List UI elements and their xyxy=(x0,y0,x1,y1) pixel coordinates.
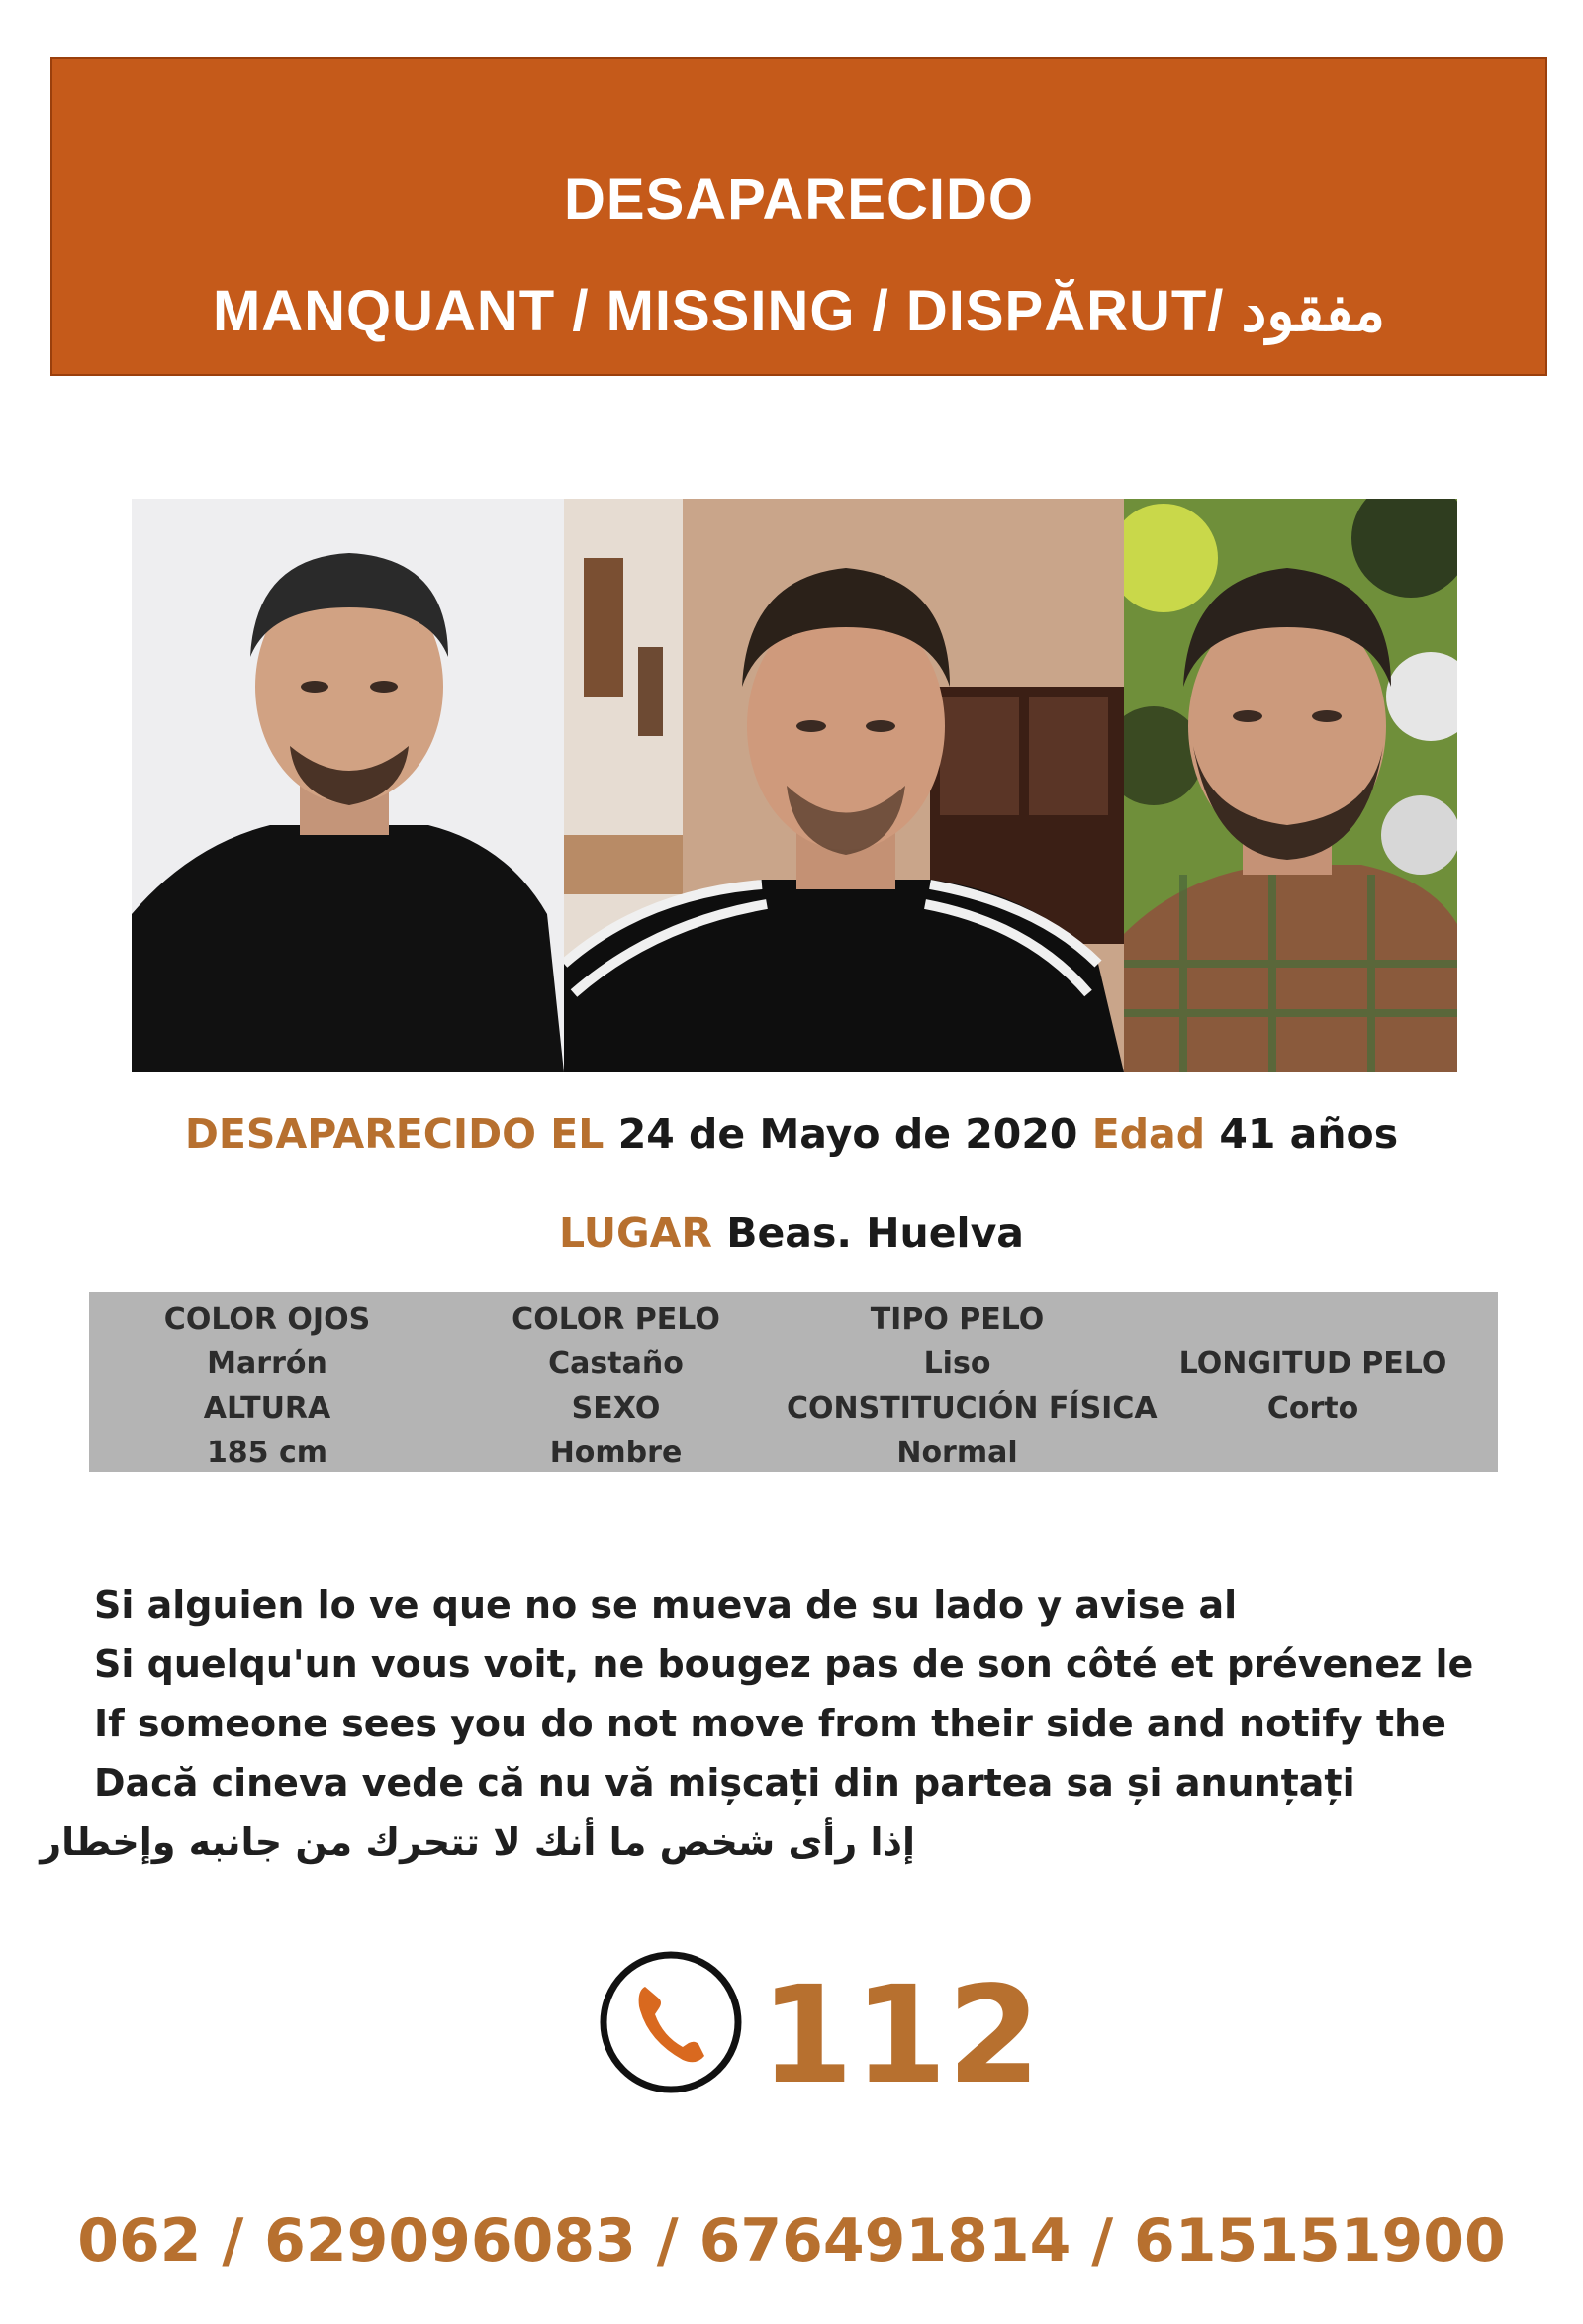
age-label: Edad xyxy=(1091,1110,1206,1158)
sex-value: Hombre xyxy=(549,1436,683,1470)
eye-color-label: COLOR OJOS xyxy=(163,1302,371,1337)
person-photo-3 xyxy=(1124,499,1457,1072)
hair-type-value: Liso xyxy=(923,1347,991,1381)
phone-icon xyxy=(598,1949,744,2095)
age-value: 41 años xyxy=(1219,1110,1399,1158)
person-photo-2 xyxy=(564,499,1124,1072)
hair-type-label: TIPO PELO xyxy=(870,1302,1045,1337)
photo-strip xyxy=(132,499,1457,1072)
eye-color-value: Marrón xyxy=(207,1347,327,1381)
build-value: Normal xyxy=(896,1436,1018,1470)
hair-length-value: Corto xyxy=(1266,1391,1359,1426)
hair-color-label: COLOR PELO xyxy=(512,1302,720,1337)
missing-date-line xyxy=(0,1110,1583,1158)
features-table xyxy=(89,1292,1498,1472)
message-fr: Si quelqu'un vous voit, ne bougez pas de son côté et prévenez le xyxy=(94,1642,1474,1686)
hair-length-label: LONGITUD PELO xyxy=(1178,1347,1447,1381)
place-line xyxy=(0,1209,1583,1256)
message-es: Si alguien lo ve que no se mueva de su lado y avise al xyxy=(94,1583,1238,1627)
missing-date-value: 24 de Mayo de 2020 xyxy=(617,1110,1078,1158)
height-label: ALTURA xyxy=(203,1391,331,1426)
height-value: 185 cm xyxy=(206,1436,328,1470)
message-ro: Dacă cineva vede că nu vă mișcați din partea sa și anunțați xyxy=(94,1761,1355,1805)
banner-title: DESAPARECIDO xyxy=(564,167,1034,232)
place-label: LUGAR xyxy=(559,1209,712,1256)
hair-color-value: Castaño xyxy=(548,1347,684,1381)
banner-subtitle: MANQUANT / MISSING / DISPĂRUT/ مفقود xyxy=(212,279,1386,343)
message-en: If someone sees you do not move from their side and notify the xyxy=(94,1702,1446,1745)
person-photo-1 xyxy=(132,499,564,1072)
build-label: CONSTITUCIÓN FÍSICA xyxy=(787,1391,1158,1426)
header-banner xyxy=(50,57,1547,376)
place-value: Beas. Huelva xyxy=(726,1209,1024,1256)
missing-date-label: DESAPARECIDO EL xyxy=(184,1110,605,1158)
sex-label: SEXO xyxy=(571,1391,661,1426)
contact-numbers[interactable]: 062 / 629096083 / 676491814 / 615151900 xyxy=(77,2206,1506,2276)
emergency-number[interactable]: 112 xyxy=(760,1958,1041,2114)
message-ar: إذا رأى شخص ما أنك لا تتحرك من جانبه وإخطار xyxy=(40,1820,915,1864)
